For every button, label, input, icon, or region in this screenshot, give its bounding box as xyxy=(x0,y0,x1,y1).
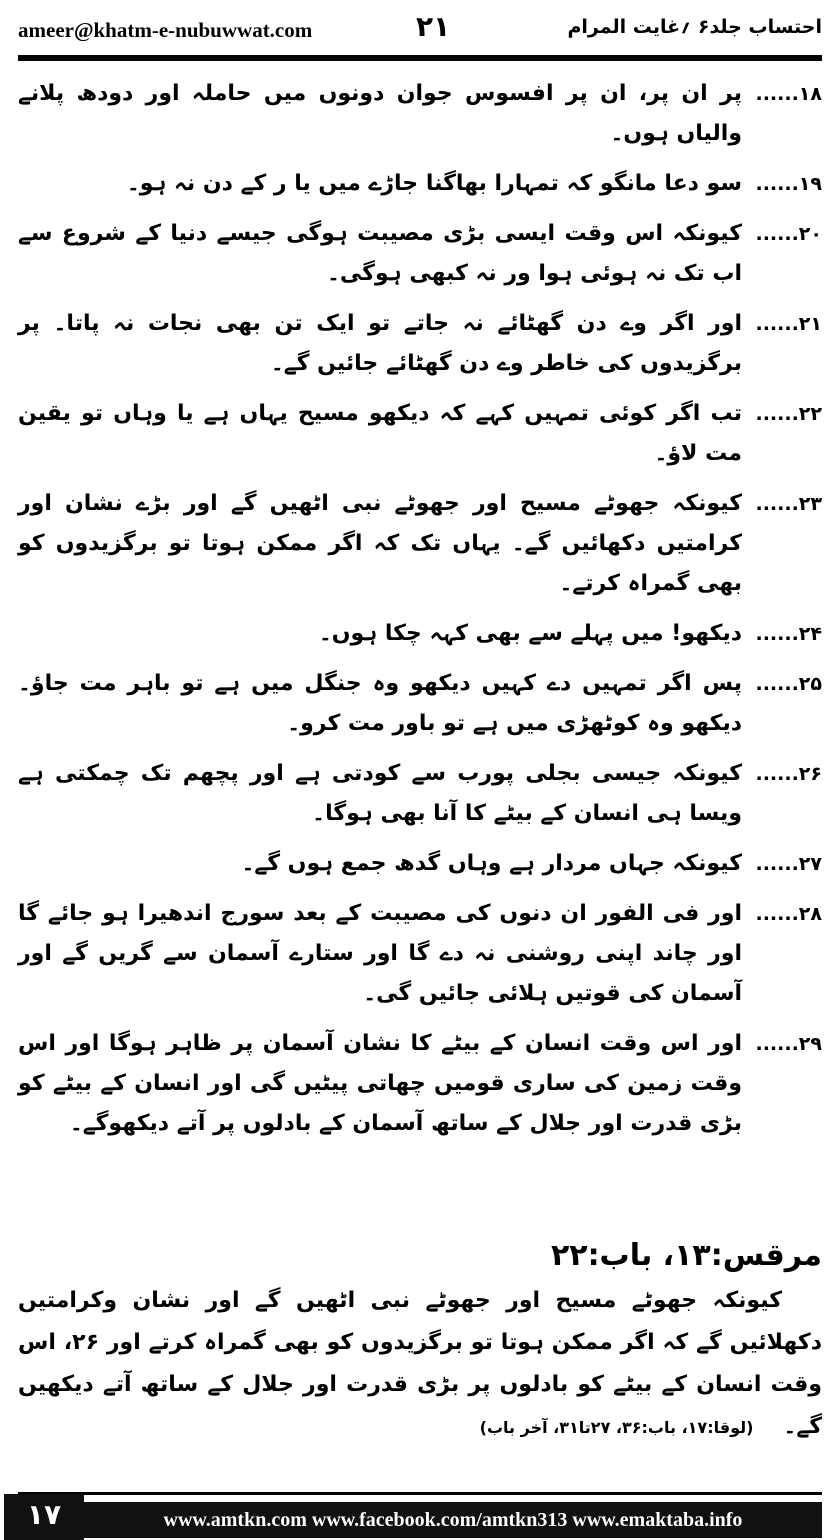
verse-21 xyxy=(18,304,822,384)
verse-number: ۲۰...... xyxy=(755,223,822,245)
verse-text: سو دعا مانگو کہ تمہارا بھاگنا جاڑے میں یا ر کے دن نہ ہو۔ xyxy=(126,171,742,196)
page-header xyxy=(18,10,822,50)
header-page-number: ۲۱ xyxy=(416,10,451,43)
verse-28 xyxy=(18,894,822,1014)
footer-links[interactable]: www.amtkn.com www.facebook.com/amtkn313 www.emaktaba.info xyxy=(84,1502,822,1538)
verse-text: پر ان پر، ان پر افسوس جوان دونوں میں حاملہ اور دودھ پلانے والیاں ہوں۔ xyxy=(18,81,742,146)
verse-18 xyxy=(18,74,822,154)
verse-number: ۲۵...... xyxy=(755,673,822,695)
verse-text: تب اگر کوئی تمہیں کہے کہ دیکھو مسیح یہاں ہے یا وہاں تو یقین مت لاؤ۔ xyxy=(18,401,742,466)
section-paragraph xyxy=(18,1280,822,1449)
verse-number: ۲۸...... xyxy=(755,903,822,925)
footer-rule xyxy=(18,1492,822,1495)
verse-number: ۱۸...... xyxy=(755,83,822,105)
section-heading: مرقس:۱۳، باب:۲۲ xyxy=(550,1238,822,1273)
verse-text: کیونکہ جیسی بجلی پورب سے کودتی ہے اور پچھم تک چمکتی ہے ویسا ہی انسان کے بیٹے کا آنا بھی ہوگا۔ xyxy=(18,761,742,826)
verse-text: کیونکہ جھوٹے مسیح اور جھوٹے نبی اٹھیں گے اور بڑے نشان اور کرامتیں دکھائیں گے۔ یہاں تک کہ اگر ممکن ہوتا تو برگزیدوں کو بھی گمراہ کرتے۔ xyxy=(18,491,742,596)
verse-number: ۲۱...... xyxy=(755,313,822,335)
verse-text: دیکھو! میں پہلے سے بھی کہہ چکا ہوں۔ xyxy=(318,621,742,646)
verse-25 xyxy=(18,664,822,744)
verse-29 xyxy=(18,1024,822,1144)
verse-text: پس اگر تمہیں دے کہیں دیکھو وہ جنگل میں ہے تو باہر مت جاؤ۔ دیکھو وہ کوٹھڑی میں ہے تو باور مت کرو۔ xyxy=(18,671,742,736)
verse-text: اور اگر وے دن گھٹائے نہ جاتے تو ایک تن بھی نجات نہ پاتا۔ پر برگزیدوں کی خاطر وے دن گھٹائے جائیں گے۔ xyxy=(18,311,742,376)
verse-19 xyxy=(18,164,822,204)
verse-list xyxy=(18,74,822,1154)
verse-text: اور فی الفور ان دنوں کی مصیبت کے بعد سورج اندھیرا ہو جائے گا اور چاند اپنی روشنی نہ دے گا اور ستارے آسمان سے گریں گے اور آسمان کی قوتیں ہلائی جائیں گی۔ xyxy=(18,901,742,1006)
verse-23 xyxy=(18,484,822,604)
verse-number: ۲۴...... xyxy=(755,623,822,645)
verse-26 xyxy=(18,754,822,834)
verse-text: اور اس وقت انسان کے بیٹے کا نشان آسمان پر ظاہر ہوگا اور اس وقت زمین کی ساری قومیں چھاتی پیٹیں گی اور انسان کے بیٹے کو بڑی قدرت اور جلال کے ساتھ آسمان کے بادلوں پر آتے دیکھوگے۔ xyxy=(18,1031,742,1136)
verse-number: ۲۲...... xyxy=(755,403,822,425)
header-email: ameer@khatm-e-nubuwwat.com xyxy=(18,18,313,42)
verse-number: ۲۷...... xyxy=(755,853,822,875)
mark-section xyxy=(18,1232,822,1449)
verse-text: کیونکہ اس وقت ایسی بڑی مصیبت ہوگی جیسے دنیا کے شروع سے اب تک نہ ہوئی ہوا ور نہ کبھی ہوگی۔ xyxy=(18,221,742,286)
footer-page-marker: ۱۷ xyxy=(4,1494,84,1540)
verse-number: ۱۹...... xyxy=(755,173,822,195)
verse-number: ۲۶...... xyxy=(755,763,822,785)
verse-24 xyxy=(18,614,822,654)
header-title: احتساب جلد۶ ؍غایت المرام xyxy=(567,16,822,38)
verse-22 xyxy=(18,394,822,474)
verse-text: کیونکہ جہاں مردار ہے وہاں گدھ جمع ہوں گے۔ xyxy=(241,851,742,876)
page-footer xyxy=(0,1492,840,1540)
section-reference: (لوقا:۱۷، باب:۳۶، ۲۷تا۳۱، آخر باب) xyxy=(479,1418,754,1437)
verse-27 xyxy=(18,844,822,884)
header-rule xyxy=(18,55,822,61)
verse-number: ۲۹...... xyxy=(755,1033,822,1055)
verse-20 xyxy=(18,214,822,294)
verse-number: ۲۳...... xyxy=(755,493,822,515)
section-text: کیونکہ جھوٹے مسیح اور جھوٹے نبی اٹھیں گے اور نشان وکرامتیں دکھلائیں گے کہ اگر ممکن ہوتا تو برگزیدوں کو بھی گمراہ کرتے اور ۲۶، اس وقت انسان کے بیٹے کو بادلوں پر بڑی قدرت اور جلال کے ساتھ آتے دیکھیں گے۔ xyxy=(18,1288,822,1439)
